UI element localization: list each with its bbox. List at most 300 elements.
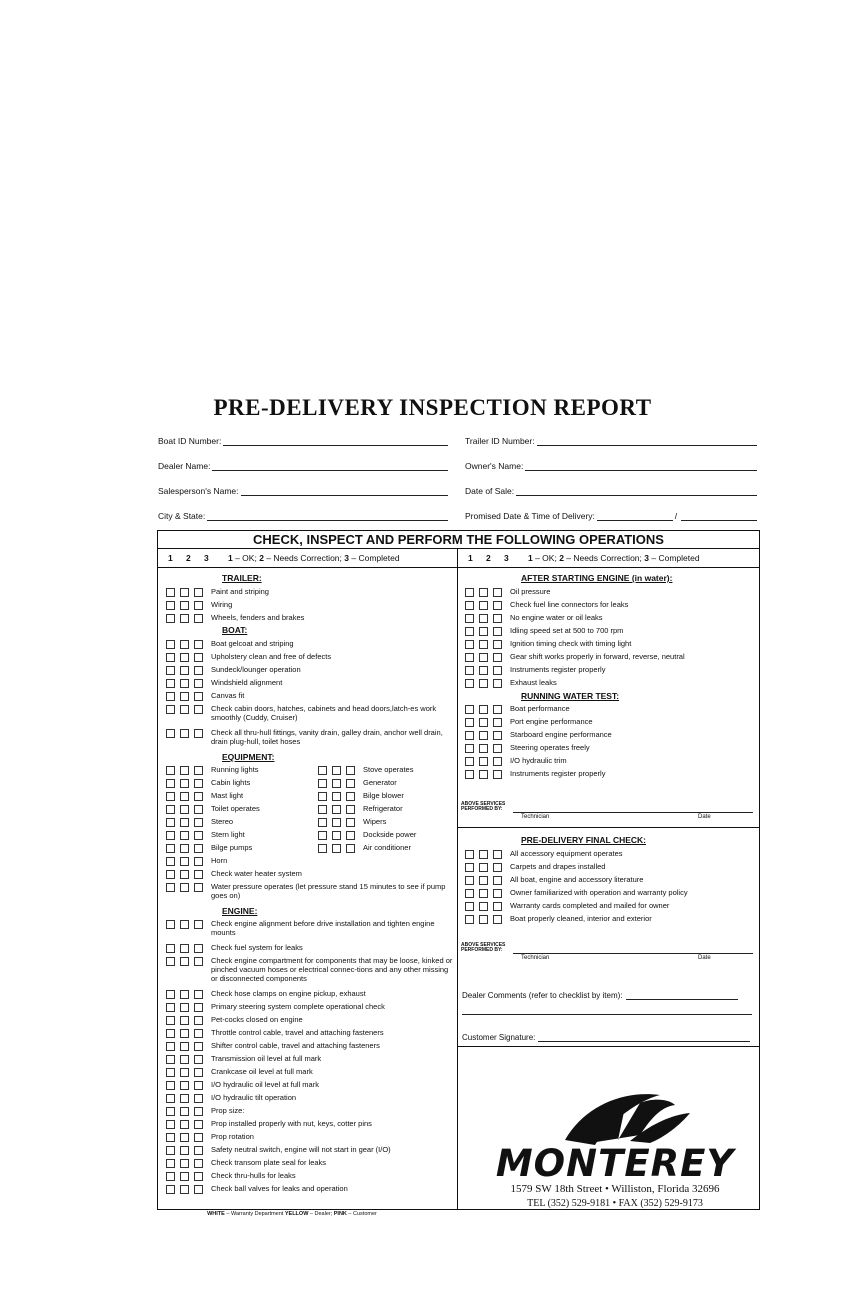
item-eq_r6-checkbox-1[interactable] <box>318 831 327 840</box>
owners-name-label: Owner's Name: <box>465 461 524 471</box>
item-r2-checkbox-3[interactable] <box>493 718 502 727</box>
item-g3-checkbox-1[interactable] <box>166 957 175 966</box>
item-eq_r2-checkbox-3[interactable] <box>346 779 355 788</box>
item-g10-checkbox-2[interactable] <box>180 1068 189 1077</box>
item-e10-checkbox-1[interactable] <box>166 883 175 892</box>
item-t1-checkbox-1[interactable] <box>166 588 175 597</box>
item-f4-checkbox-1[interactable] <box>465 889 474 898</box>
item-eq_r1-checkbox-1[interactable] <box>318 766 327 775</box>
item-a4-checkbox-2[interactable] <box>479 627 488 636</box>
item-a8 <box>465 678 755 688</box>
item-r4-checkbox-2[interactable] <box>479 744 488 753</box>
item-eq_r1-label: Stove operates <box>363 765 414 774</box>
item-a7 <box>465 665 755 675</box>
item-a6 <box>465 652 755 662</box>
item-t2-checkbox-3[interactable] <box>194 601 203 610</box>
item-e3-checkbox-2[interactable] <box>180 792 189 801</box>
item-g7-checkbox-3[interactable] <box>194 1029 203 1038</box>
item-e4-checkbox-1[interactable] <box>166 805 175 814</box>
item-e3-checkbox-1[interactable] <box>166 792 175 801</box>
item-b3-label: Sundeck/lounger operation <box>211 665 301 674</box>
item-eq_r2-checkbox-1[interactable] <box>318 779 327 788</box>
item-b3-checkbox-3[interactable] <box>194 666 203 675</box>
item-e2-checkbox-2[interactable] <box>180 779 189 788</box>
item-eq_r7-checkbox-3[interactable] <box>346 844 355 853</box>
item-f2-checkbox-3[interactable] <box>493 863 502 872</box>
item-g15-checkbox-3[interactable] <box>194 1133 203 1142</box>
item-b4-checkbox-1[interactable] <box>166 679 175 688</box>
item-b2-checkbox-1[interactable] <box>166 653 175 662</box>
item-g14-checkbox-2[interactable] <box>180 1120 189 1129</box>
item-eq_r2-checkbox-2[interactable] <box>332 779 341 788</box>
item-e7 <box>166 843 316 853</box>
item-g18-checkbox-3[interactable] <box>194 1172 203 1181</box>
item-a2 <box>465 600 755 610</box>
item-b7-checkbox-1[interactable] <box>166 729 175 738</box>
item-r1-checkbox-3[interactable] <box>493 705 502 714</box>
item-g9-checkbox-1[interactable] <box>166 1055 175 1064</box>
item-eq_r3-checkboxes <box>318 791 355 801</box>
item-f3-checkboxes <box>465 875 502 885</box>
item-r2-checkbox-1[interactable] <box>465 718 474 727</box>
item-g4-checkbox-3[interactable] <box>194 990 203 999</box>
item-a6-checkbox-1[interactable] <box>465 653 474 662</box>
item-e4 <box>166 804 316 814</box>
item-e3-checkboxes <box>166 791 203 801</box>
item-b3-checkbox-1[interactable] <box>166 666 175 675</box>
item-g2-label: Check fuel system for leaks <box>211 943 303 952</box>
item-f4-checkbox-3[interactable] <box>493 889 502 898</box>
item-g13-checkbox-1[interactable] <box>166 1107 175 1116</box>
item-a2-label: Check fuel line connectors for leaks <box>510 600 629 609</box>
item-g10-label: Crankcase oil level at full mark <box>211 1067 313 1076</box>
item-eq_r3-checkbox-3[interactable] <box>346 792 355 801</box>
item-t1-checkboxes <box>166 587 203 597</box>
item-b3-checkbox-2[interactable] <box>180 666 189 675</box>
item-g1-checkbox-1[interactable] <box>166 920 175 929</box>
item-g19-label: Check ball valves for leaks and operation <box>211 1184 348 1193</box>
item-g1-checkbox-2[interactable] <box>180 920 189 929</box>
item-g13-checkbox-3[interactable] <box>194 1107 203 1116</box>
item-a4-checkbox-1[interactable] <box>465 627 474 636</box>
item-r6-checkbox-3[interactable] <box>493 770 502 779</box>
item-e10-checkbox-3[interactable] <box>194 883 203 892</box>
item-r5 <box>465 756 755 766</box>
item-g15 <box>166 1132 456 1142</box>
item-a2-checkboxes <box>465 600 502 610</box>
item-f2 <box>465 862 755 872</box>
item-e2-checkbox-3[interactable] <box>194 779 203 788</box>
item-e5-checkbox-1[interactable] <box>166 818 175 827</box>
item-a4-checkboxes <box>465 626 502 636</box>
item-r1-checkbox-2[interactable] <box>479 705 488 714</box>
item-g18-checkbox-2[interactable] <box>180 1172 189 1181</box>
item-b5-checkbox-3[interactable] <box>194 692 203 701</box>
item-g12-checkbox-3[interactable] <box>194 1094 203 1103</box>
item-f3-checkbox-2[interactable] <box>479 876 488 885</box>
item-a6-checkbox-2[interactable] <box>479 653 488 662</box>
item-e5-checkboxes <box>166 817 203 827</box>
item-e3-label: Mast light <box>211 791 244 800</box>
item-g12-checkbox-2[interactable] <box>180 1094 189 1103</box>
item-g13-checkbox-2[interactable] <box>180 1107 189 1116</box>
item-eq_r4-checkbox-3[interactable] <box>346 805 355 814</box>
item-b4-checkboxes <box>166 678 203 688</box>
item-eq_r5-label: Wipers <box>363 817 387 826</box>
item-eq_r7 <box>318 843 453 853</box>
technician-label-final-check: Technician <box>521 955 550 961</box>
item-b3-checkboxes <box>166 665 203 675</box>
item-e9-checkbox-1[interactable] <box>166 870 175 879</box>
column-divider <box>457 548 458 1209</box>
item-g17-checkbox-1[interactable] <box>166 1159 175 1168</box>
item-a5-checkboxes <box>465 639 502 649</box>
item-r6-checkbox-2[interactable] <box>479 770 488 779</box>
item-g7-checkbox-1[interactable] <box>166 1029 175 1038</box>
item-eq_r6-checkboxes <box>318 830 355 840</box>
item-g10-checkbox-1[interactable] <box>166 1068 175 1077</box>
item-b1-checkbox-1[interactable] <box>166 640 175 649</box>
item-a3-checkbox-2[interactable] <box>479 614 488 623</box>
item-r4-checkbox-1[interactable] <box>465 744 474 753</box>
item-r2 <box>465 717 755 727</box>
item-eq_r5-checkbox-3[interactable] <box>346 818 355 827</box>
item-g16-checkboxes <box>166 1145 203 1155</box>
item-eq_r3-checkbox-1[interactable] <box>318 792 327 801</box>
item-a2-checkbox-2[interactable] <box>479 601 488 610</box>
dealer-comments-field[interactable] <box>462 991 738 1000</box>
item-t3-checkbox-1[interactable] <box>166 614 175 623</box>
item-b4-checkbox-2[interactable] <box>180 679 189 688</box>
promised-date-field[interactable] <box>465 509 757 521</box>
item-g11-checkbox-1[interactable] <box>166 1081 175 1090</box>
item-a4-checkbox-3[interactable] <box>493 627 502 636</box>
item-b6-checkbox-2[interactable] <box>180 705 189 714</box>
item-t2 <box>166 600 456 610</box>
item-f6-checkbox-3[interactable] <box>493 915 502 924</box>
item-eq_r5-checkbox-1[interactable] <box>318 818 327 827</box>
technician-signature-line-final-check[interactable] <box>513 953 753 954</box>
item-g5-checkbox-2[interactable] <box>180 1003 189 1012</box>
item-g8-checkbox-1[interactable] <box>166 1042 175 1051</box>
item-eq_r1-checkboxes <box>318 765 355 775</box>
item-g17-checkbox-2[interactable] <box>180 1159 189 1168</box>
item-g11-checkbox-2[interactable] <box>180 1081 189 1090</box>
item-b4-checkbox-3[interactable] <box>194 679 203 688</box>
item-e6-checkbox-3[interactable] <box>194 831 203 840</box>
item-a7-checkbox-3[interactable] <box>493 666 502 675</box>
item-f4 <box>465 888 755 898</box>
item-eq_r6-checkbox-2[interactable] <box>332 831 341 840</box>
item-e7-checkbox-3[interactable] <box>194 844 203 853</box>
item-g14-checkbox-3[interactable] <box>194 1120 203 1129</box>
item-b5-checkboxes <box>166 691 203 701</box>
trailer-id-field[interactable] <box>465 434 757 446</box>
item-eq_r1-checkbox-2[interactable] <box>332 766 341 775</box>
item-g14 <box>166 1119 456 1129</box>
item-g2-checkbox-2[interactable] <box>180 944 189 953</box>
item-f3-checkbox-1[interactable] <box>465 876 474 885</box>
item-r2-label: Port engine performance <box>510 717 593 726</box>
form-banner: CHECK, INSPECT AND PERFORM THE FOLLOWING OPERATIONS <box>253 532 664 547</box>
item-g18-checkbox-1[interactable] <box>166 1172 175 1181</box>
item-eq_r3-checkbox-2[interactable] <box>332 792 341 801</box>
item-f4-checkbox-2[interactable] <box>479 889 488 898</box>
item-a8-checkbox-2[interactable] <box>479 679 488 688</box>
item-g3 <box>166 956 456 983</box>
item-t3-checkboxes <box>166 613 203 623</box>
item-a3 <box>465 613 755 623</box>
item-g16-checkbox-2[interactable] <box>180 1146 189 1155</box>
item-a5-label: Ignition timing check with timing light <box>510 639 632 648</box>
item-t3-checkbox-2[interactable] <box>180 614 189 623</box>
item-g10-checkbox-3[interactable] <box>194 1068 203 1077</box>
item-g3-checkbox-3[interactable] <box>194 957 203 966</box>
item-a8-checkbox-3[interactable] <box>493 679 502 688</box>
item-g16-checkbox-3[interactable] <box>194 1146 203 1155</box>
item-f5-checkbox-3[interactable] <box>493 902 502 911</box>
item-g6-checkbox-3[interactable] <box>194 1016 203 1025</box>
item-a2-checkbox-3[interactable] <box>493 601 502 610</box>
item-e6-checkbox-2[interactable] <box>180 831 189 840</box>
item-g8-checkbox-2[interactable] <box>180 1042 189 1051</box>
item-r6-checkbox-1[interactable] <box>465 770 474 779</box>
item-a1-checkbox-1[interactable] <box>465 588 474 597</box>
date-of-sale-field[interactable] <box>465 484 757 496</box>
item-f1-checkbox-3[interactable] <box>493 850 502 859</box>
city-state-field[interactable] <box>158 509 448 521</box>
item-r3-checkbox-1[interactable] <box>465 731 474 740</box>
promised-date-label: Promised Date & Time of Delivery: <box>465 511 595 521</box>
item-g9-checkbox-3[interactable] <box>194 1055 203 1064</box>
item-e2-label: Cabin lights <box>211 778 251 787</box>
item-g11-checkbox-3[interactable] <box>194 1081 203 1090</box>
item-g5-label: Primary steering system complete operational check <box>211 1002 385 1011</box>
item-g4-checkbox-2[interactable] <box>180 990 189 999</box>
item-a1-checkbox-3[interactable] <box>493 588 502 597</box>
item-a8-checkbox-1[interactable] <box>465 679 474 688</box>
item-f2-checkbox-1[interactable] <box>465 863 474 872</box>
item-g18-checkboxes <box>166 1171 203 1181</box>
item-g3-checkbox-2[interactable] <box>180 957 189 966</box>
item-f5-checkbox-2[interactable] <box>479 902 488 911</box>
item-e8-checkbox-3[interactable] <box>194 857 203 866</box>
item-eq_r4-checkbox-2[interactable] <box>332 805 341 814</box>
item-t2-checkbox-2[interactable] <box>180 601 189 610</box>
item-eq_r1-checkbox-3[interactable] <box>346 766 355 775</box>
item-f1-checkbox-2[interactable] <box>479 850 488 859</box>
item-g19-checkboxes <box>166 1184 203 1194</box>
item-a5-checkbox-1[interactable] <box>465 640 474 649</box>
item-f3-checkbox-3[interactable] <box>493 876 502 885</box>
item-b1-checkbox-3[interactable] <box>194 640 203 649</box>
item-g4-checkbox-1[interactable] <box>166 990 175 999</box>
item-g8-label: Shifter control cable, travel and attaching fasteners <box>211 1041 380 1050</box>
item-g8-checkboxes <box>166 1041 203 1051</box>
item-b7-checkboxes <box>166 728 203 738</box>
item-r3-checkbox-2[interactable] <box>479 731 488 740</box>
item-g9 <box>166 1054 456 1064</box>
item-e9-checkbox-2[interactable] <box>180 870 189 879</box>
item-a1-checkbox-2[interactable] <box>479 588 488 597</box>
item-eq_r6-checkbox-3[interactable] <box>346 831 355 840</box>
item-g12-checkbox-1[interactable] <box>166 1094 175 1103</box>
item-g15-checkbox-1[interactable] <box>166 1133 175 1142</box>
item-g9-checkbox-2[interactable] <box>180 1055 189 1064</box>
item-g18 <box>166 1171 456 1181</box>
item-e10-checkbox-2[interactable] <box>180 883 189 892</box>
item-t2-label: Wiring <box>211 600 233 609</box>
item-b6 <box>166 704 456 722</box>
item-f5-checkbox-1[interactable] <box>465 902 474 911</box>
dealer-name-field[interactable] <box>158 459 448 471</box>
item-a7-checkbox-1[interactable] <box>465 666 474 675</box>
item-r5-checkboxes <box>465 756 502 766</box>
item-b2-checkbox-3[interactable] <box>194 653 203 662</box>
owners-name-field[interactable] <box>465 459 757 471</box>
item-a3-checkbox-3[interactable] <box>493 614 502 623</box>
item-e2-checkbox-1[interactable] <box>166 779 175 788</box>
customer-signature-field[interactable] <box>462 1033 750 1042</box>
item-e8 <box>166 856 316 866</box>
item-f1-checkbox-1[interactable] <box>465 850 474 859</box>
item-b1-checkbox-2[interactable] <box>180 640 189 649</box>
item-g16-checkbox-1[interactable] <box>166 1146 175 1155</box>
item-a8-checkboxes <box>465 678 502 688</box>
item-g13 <box>166 1106 456 1116</box>
item-t3-label: Wheels, fenders and brakes <box>211 613 305 622</box>
boat-id-field[interactable] <box>158 434 448 446</box>
item-e8-checkbox-2[interactable] <box>180 857 189 866</box>
item-e1-checkbox-1[interactable] <box>166 766 175 775</box>
item-eq_r7-checkbox-1[interactable] <box>318 844 327 853</box>
item-r4-checkboxes <box>465 743 502 753</box>
section-boat: BOAT: <box>222 625 248 635</box>
item-g2-checkbox-3[interactable] <box>194 944 203 953</box>
item-a5-checkbox-3[interactable] <box>493 640 502 649</box>
salesperson-field[interactable] <box>158 484 448 496</box>
item-r3-label: Starboard engine performance <box>510 730 612 739</box>
item-g3-checkboxes <box>166 956 203 966</box>
item-eq_r7-checkbox-2[interactable] <box>332 844 341 853</box>
item-g14-checkbox-1[interactable] <box>166 1120 175 1129</box>
item-b7-checkbox-3[interactable] <box>194 729 203 738</box>
item-eq_r5-checkbox-2[interactable] <box>332 818 341 827</box>
item-a6-label: Gear shift works properly in forward, reverse, neutral <box>510 652 685 661</box>
item-g8-checkbox-3[interactable] <box>194 1042 203 1051</box>
item-f6-checkbox-1[interactable] <box>465 915 474 924</box>
item-e4-label: Toilet operates <box>211 804 260 813</box>
item-t1-checkbox-2[interactable] <box>180 588 189 597</box>
item-g10-checkboxes <box>166 1067 203 1077</box>
item-e6-checkbox-1[interactable] <box>166 831 175 840</box>
item-f4-label: Owner familiarized with operation and warranty policy <box>510 888 688 897</box>
item-a2-checkbox-1[interactable] <box>465 601 474 610</box>
item-e9-checkbox-3[interactable] <box>194 870 203 879</box>
item-g5-checkbox-3[interactable] <box>194 1003 203 1012</box>
item-g5-checkbox-1[interactable] <box>166 1003 175 1012</box>
item-r5-checkbox-1[interactable] <box>465 757 474 766</box>
item-eq_r4-checkbox-1[interactable] <box>318 805 327 814</box>
item-g19-checkbox-3[interactable] <box>194 1185 203 1194</box>
item-eq_r3-label: Bilge blower <box>363 791 404 800</box>
item-a7-checkbox-2[interactable] <box>479 666 488 675</box>
item-r4 <box>465 743 755 753</box>
item-r5-checkbox-2[interactable] <box>479 757 488 766</box>
item-r4-checkbox-3[interactable] <box>493 744 502 753</box>
item-f6-checkbox-2[interactable] <box>479 915 488 924</box>
item-t2-checkbox-1[interactable] <box>166 601 175 610</box>
item-b2-checkbox-2[interactable] <box>180 653 189 662</box>
item-b5-checkbox-2[interactable] <box>180 692 189 701</box>
item-a3-checkbox-1[interactable] <box>465 614 474 623</box>
item-r1 <box>465 704 755 714</box>
technician-signature-line-after-start[interactable] <box>513 812 753 813</box>
item-e10 <box>166 882 456 900</box>
item-e5-checkbox-3[interactable] <box>194 818 203 827</box>
item-e8-checkbox-1[interactable] <box>166 857 175 866</box>
item-e8-label: Horn <box>211 856 228 865</box>
item-b7-checkbox-2[interactable] <box>180 729 189 738</box>
item-eq_r3 <box>318 791 453 801</box>
item-g19-checkbox-2[interactable] <box>180 1185 189 1194</box>
item-e1-checkbox-2[interactable] <box>180 766 189 775</box>
item-g6-checkbox-2[interactable] <box>180 1016 189 1025</box>
item-g18-label: Check thru-hulls for leaks <box>211 1171 296 1180</box>
item-g6-checkbox-1[interactable] <box>166 1016 175 1025</box>
item-g7 <box>166 1028 456 1038</box>
item-e4-checkbox-3[interactable] <box>194 805 203 814</box>
item-e5-checkbox-2[interactable] <box>180 818 189 827</box>
item-r5-checkbox-3[interactable] <box>493 757 502 766</box>
item-b4-label: Windshield alignment <box>211 678 283 687</box>
item-t3-checkbox-3[interactable] <box>194 614 203 623</box>
item-e4-checkbox-2[interactable] <box>180 805 189 814</box>
item-f2-checkbox-2[interactable] <box>479 863 488 872</box>
item-g1-checkbox-3[interactable] <box>194 920 203 929</box>
item-t1-checkbox-3[interactable] <box>194 588 203 597</box>
item-g15-checkbox-2[interactable] <box>180 1133 189 1142</box>
item-e9-checkboxes <box>166 869 203 879</box>
item-g19 <box>166 1184 456 1194</box>
technician-label-after-start: Technician <box>521 814 550 820</box>
item-b1-checkboxes <box>166 639 203 649</box>
item-t3 <box>166 613 456 623</box>
item-a6-checkbox-3[interactable] <box>493 653 502 662</box>
item-g19-checkbox-1[interactable] <box>166 1185 175 1194</box>
item-e1-checkbox-3[interactable] <box>194 766 203 775</box>
item-e1 <box>166 765 316 775</box>
item-g17-checkbox-3[interactable] <box>194 1159 203 1168</box>
item-e7-checkbox-2[interactable] <box>180 844 189 853</box>
item-g7-checkbox-2[interactable] <box>180 1029 189 1038</box>
item-a5-checkbox-2[interactable] <box>479 640 488 649</box>
item-g2-checkbox-1[interactable] <box>166 944 175 953</box>
item-f6-label: Boat properly cleaned, interior and exterior <box>510 914 652 923</box>
item-e3-checkbox-3[interactable] <box>194 792 203 801</box>
item-r3-checkboxes <box>465 730 502 740</box>
item-g4-label: Check hose clamps on engine pickup, exhaust <box>211 989 366 998</box>
item-b6-checkbox-3[interactable] <box>194 705 203 714</box>
item-r3-checkbox-3[interactable] <box>493 731 502 740</box>
item-r1-checkbox-1[interactable] <box>465 705 474 714</box>
item-b6-checkbox-1[interactable] <box>166 705 175 714</box>
col-2-label: 2 <box>186 553 191 563</box>
item-b5-checkbox-1[interactable] <box>166 692 175 701</box>
item-r2-checkbox-2[interactable] <box>479 718 488 727</box>
item-e7-checkbox-1[interactable] <box>166 844 175 853</box>
item-f3-label: All boat, engine and accessory literature <box>510 875 644 884</box>
